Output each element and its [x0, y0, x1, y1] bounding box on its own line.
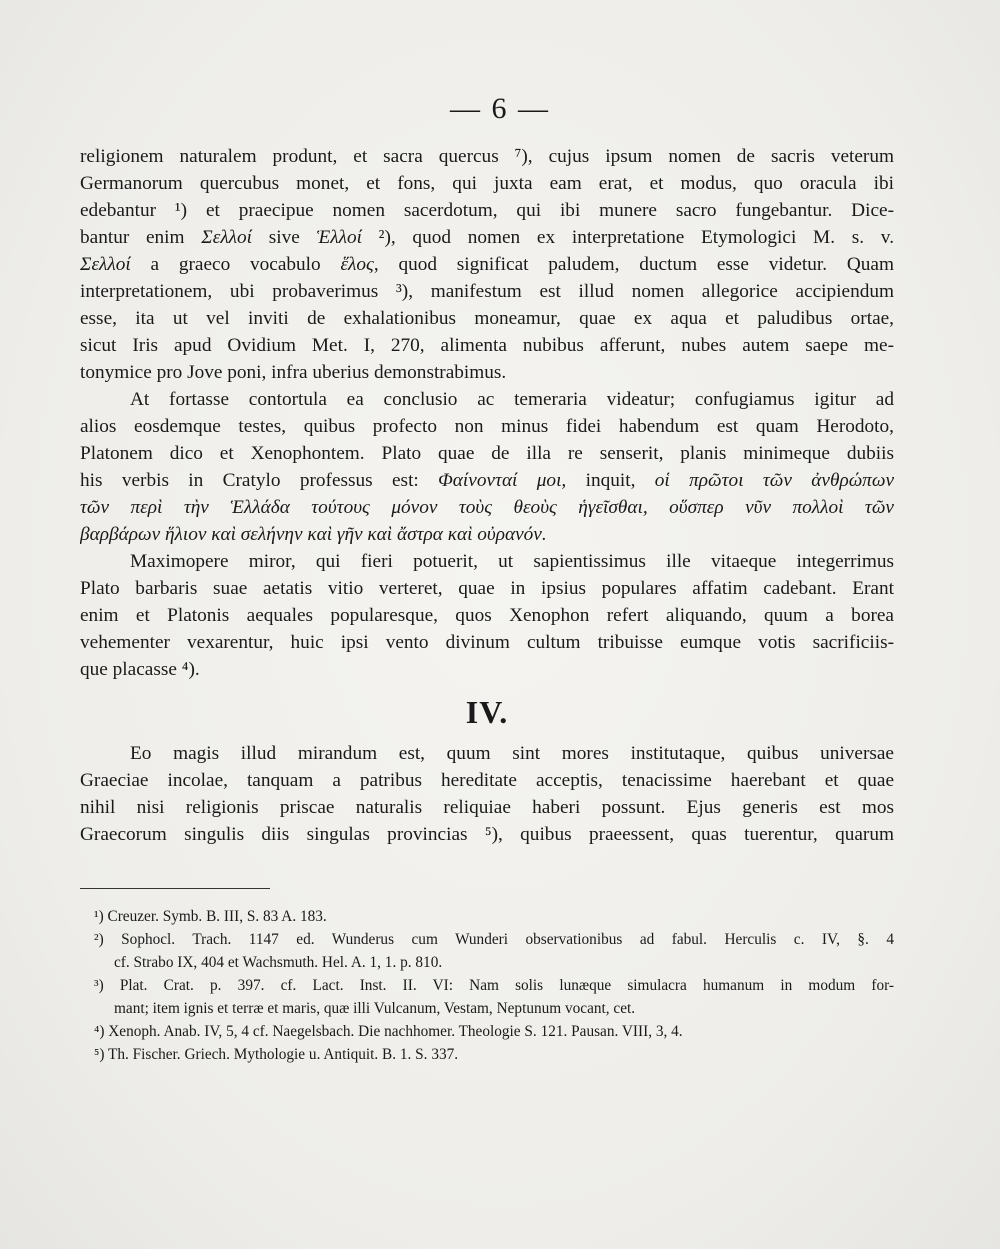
footnote: ⁵) Th. Fischer. Griech. Mythologie u. Antiquit. B. 1. S. 337. — [94, 1046, 459, 1063]
text-line — [80, 251, 894, 278]
section-heading: IV. — [465, 694, 509, 730]
paragraph-4 — [80, 740, 894, 848]
text-line: Platonem dico et Xenophontem. Plato quae de illa re senserit, planis minimeque dubiis — [80, 443, 894, 464]
text-line: esse, ita ut vel inviti de exhalationibus moneamur, quae ex aqua et paludibus ortae, — [80, 308, 894, 329]
paragraph-2 — [80, 386, 894, 548]
footnote: ¹) Creuzer. Symb. B. III, S. 83 A. 183. — [94, 908, 327, 925]
text-line: Plato barbaris suae aetatis vitio verteret, quae in ipsius populares affatim cadebant. Erant — [80, 578, 894, 599]
text-line: Maximopere miror, qui fieri potuerit, ut sapientissimus ille vitaeque integerrimus — [130, 551, 894, 572]
text-line: At fortasse contortula ea conclusio ac temeraria videatur; confugiamus igitur ad — [130, 389, 894, 410]
text-segment: sive — [252, 227, 317, 248]
text-line: Eo magis illud mirandum est, quum sint mores institutaque, quibus universae — [130, 743, 894, 764]
text-segment: bantur enim — [80, 227, 202, 248]
text-line: nihil nisi religionis priscae naturalis reliquiae haberi possunt. Ejus generis est mos — [80, 797, 894, 818]
footnote-rule — [80, 888, 270, 889]
text-segment: a graeco vocabulo — [130, 254, 341, 275]
text-line: Germanorum quercubus monet, et fons, qui juxta eam erat, et modus, quo oracula ibi — [80, 173, 894, 194]
paragraph-3 — [80, 548, 894, 683]
text-line: enim et Platonis aequales popularesque, quos Xenophon refert aliquando, quum a borea — [80, 605, 894, 626]
text-line — [80, 224, 894, 251]
text-line: sicut Iris apud Ovidium Met. I, 270, alimenta nubibus afferunt, nubes autem saepe me- — [80, 335, 894, 356]
text-line: tonymice pro Jove poni, infra uberius demonstrabimus. — [80, 362, 507, 383]
greek-quote-line: βαρβάρων ἥλιον καὶ σελήνην καὶ γῆν καὶ ἄστρα καὶ οὐρανόν. — [80, 524, 547, 545]
footnote-continuation: cf. Strabo IX, 404 et Wachsmuth. Hel. A. 1, 1. p. 810. — [114, 954, 443, 971]
text-line: que placasse ⁴). — [80, 659, 200, 680]
greek-term: Σελλοί — [201, 227, 253, 248]
text-line: interpretationem, ubi probaverimus ³), manifestum est illud nomen allegorice accipiendum — [80, 281, 894, 302]
footnote: ³) Plat. Crat. p. 397. cf. Lact. Inst. II. VI: Nam solis lunæque simulacra humanum in modum for- — [94, 977, 894, 994]
text-line: alios eosdemque testes, quibus profecto non minus fidei habendum est quam Herodoto, — [80, 416, 894, 437]
body-text — [80, 143, 894, 848]
footnote-continuation: mant; item ignis et terræ et maris, quæ illi Vulcanum, Vestam, Neptunum vocant, cet. — [114, 1000, 636, 1017]
paragraph-1 — [80, 143, 894, 386]
greek-term: Σελλοί — [80, 254, 131, 275]
text-line: Graeciae incolae, tanquam a patribus hereditate acceptis, tenacissime haerebant et quae — [80, 770, 894, 791]
greek-quote-line: τῶν περὶ τὴν Ἑλλάδα τούτους μόνον τοὺς θεοὺς ἡγεῖσθαι, οὕσπερ νῦν πολλοὶ τῶν — [80, 497, 894, 518]
text-line — [80, 467, 894, 494]
text-line: Graecorum singulis diis singulas provincias ⁵), quibus praeessent, quas tuerentur, quarum — [80, 824, 894, 845]
text-segment: inquit, — [566, 470, 655, 491]
footnotes — [94, 905, 894, 1066]
text-line: edebantur ¹) et praecipue nomen sacerdotum, qui ibi munere sacro fungebantur. Dice- — [80, 200, 894, 221]
text-segment: his verbis in Cratylo professus est: — [80, 470, 439, 491]
page-number: — 6 — — [450, 92, 550, 125]
text-segment: ²), quod nomen ex interpretatione Etymologici M. s. v. — [361, 227, 894, 248]
greek-term: ἕλος — [340, 254, 374, 275]
greek-term: Ἑλλοί — [316, 227, 362, 248]
greek-quote: Φαίνονταί μοι, — [438, 470, 567, 491]
text-segment: , quod significat paludem, ductum esse videtur. Quam — [373, 254, 894, 275]
footnote: ⁴) Xenoph. Anab. IV, 5, 4 cf. Naegelsbach. Die nachhomer. Theologie S. 121. Pausan. VIII, 3, 4. — [94, 1023, 683, 1040]
greek-quote: οἱ πρῶτοι τῶν ἀνθρώπων — [654, 470, 894, 491]
footnote: ²) Sophocl. Trach. 1147 ed. Wunderus cum Wunderi observationibus ad fabul. Herculis c. IV, §. 4 — [94, 931, 894, 948]
text-line: vehementer vexarentur, huic ipsi vento divinum cultum tribuisse eumque votis sacrificiis- — [80, 632, 894, 653]
text-line: religionem naturalem produnt, et sacra quercus ⁷), cujus ipsum nomen de sacris veterum — [80, 146, 894, 167]
